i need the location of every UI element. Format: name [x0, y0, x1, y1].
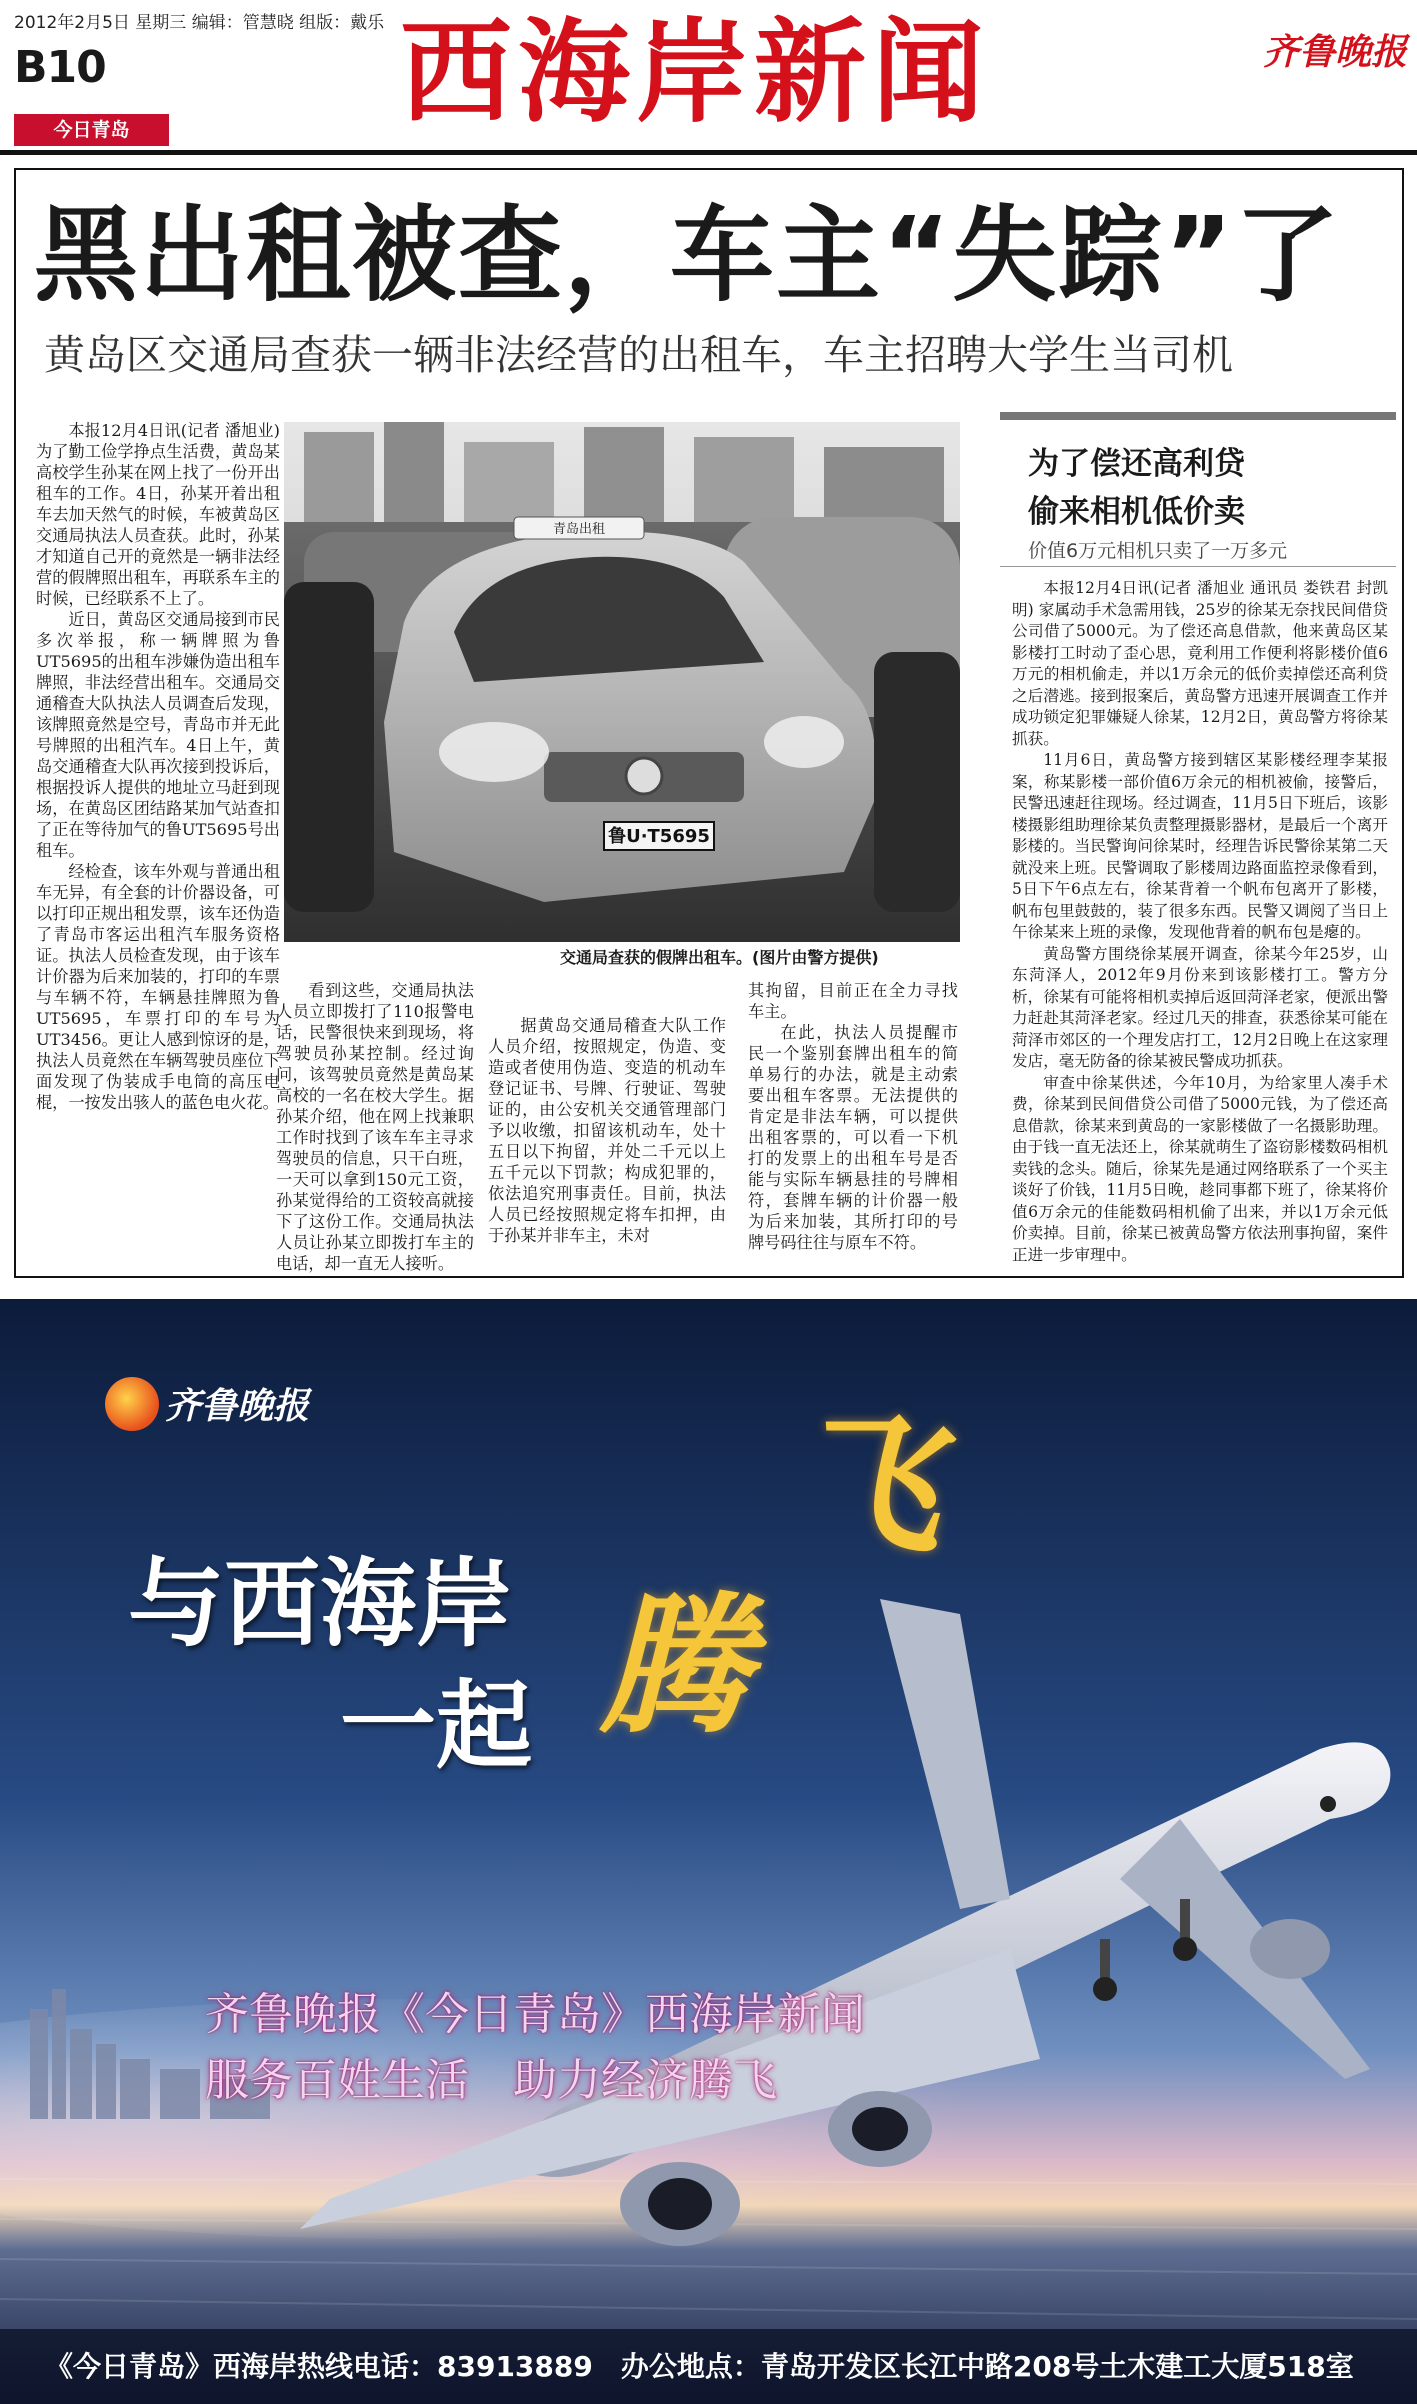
sidebar-deck: 价值6万元相机只卖了一万多元 — [1028, 540, 1288, 562]
ad-logo: 齐鲁晚报 — [165, 1385, 310, 1427]
ad-slogan-line2: 一起 — [340, 1670, 532, 1782]
article-column-2 — [276, 980, 474, 1274]
sidebar-title-line2: 偷来相机低价卖 — [1028, 494, 1245, 530]
headline: 黑出租被查，车主“失踪”了 — [34, 194, 1341, 316]
page-number: B10 — [14, 42, 106, 93]
subhead: 黄岛区交通局查获一辆非法经营的出租车，车主招聘大学生当司机 — [44, 331, 1233, 379]
article-column-1 — [36, 420, 280, 1113]
article-column-3 — [488, 1015, 726, 1246]
issue-meta: 2012年2月5日 星期三 编辑：管慧晓 组版：戴乐 — [14, 13, 385, 33]
ad-tagline-1: 齐鲁晚报《今日青岛》西海岸新闻 — [205, 1989, 865, 2040]
paragraph: 本报12月4日讯(记者 潘旭业) 为了勤工俭学挣点生活费，黄岛某高校学生孙某在网上找了一份开出租车的工作。4日，孙某开着出租车去加天然气的时候，车被黄岛区交通局执法人员查获。此时，孙某才知道自己开的竟然是一辆非法经营的假牌照出租车，再联系车主的时候，已经联系不上了。 — [36, 421, 280, 608]
section-tag: 今日青岛 — [14, 114, 169, 146]
paragraph: 其拘留，目前正在全力寻找车主。 — [748, 981, 958, 1021]
ad-slogan-big-2: 飞 — [790, 1398, 941, 1574]
paragraph: 看到这些，交通局执法人员立即拨打了110报警电话，民警很快来到现场，将驾驶员孙某控制。经过询问，该驾驶员竟然是黄岛某高校的一名在校大学生。据孙某介绍，他在网上找兼职工作时找到了该车车主寻求驾驶员的信息，只干白班，一天可以拿到150元工资，孙某觉得给的工资较高就接下了这份工作。交通局执法人员让孙某立即拨打车主的电话，却一直无人接听。 — [276, 981, 474, 1273]
masthead-title: 西海岸新闻 — [400, 8, 990, 138]
paragraph: 近日，黄岛区交通局接到市民多次举报，称一辆牌照为鲁UT5695的出租车涉嫌伪造出租车牌照，非法经营出租车。交通局交通稽查大队执法人员调查后发现，该牌照竟然是空号，青岛市并无此号牌照的出租汽车。4日上午，黄岛交通稽查大队再次接到投诉后，根据投诉人提供的地址立马赶到现场，在黄岛区团结路某加气站查扣了正在等待加气的鲁UT5695号出租车。 — [36, 610, 280, 860]
sidebar-rule — [1000, 566, 1396, 567]
news-photo — [284, 422, 960, 942]
paragraph: 经检查，该车外观与普通出租车无异，有全套的计价器设备，可以打印正规出租发票，该车还伪造了青岛市客运出租汽车服务资格证。执法人员检查发现，由于该车计价器为后来加装的，打印的车票与车辆不符，车辆悬挂牌照为鲁UT5695，车票打印的车号为UT3456。更让人感到惊讶的是，执法人员竟然在车辆驾驶员座位下面发现了伪装成手电筒的高压电棍，一按发出骇人的蓝色电火花。 — [36, 862, 280, 1112]
roof-sign-text: 青岛出租 — [552, 522, 606, 537]
ad-tagline-2: 服务百姓生活 助力经济腾飞 — [205, 2055, 777, 2106]
sidebar-topbar — [1000, 412, 1396, 420]
paragraph: 本报12月4日讯(记者 潘旭业 通讯员 娄铁君 封凯明) 家属动手术急需用钱，25岁的徐某无奈找民间借贷公司借了5000元。为了偿还高息借款，他来黄岛区某影楼打工时动了歪心思，竟利用工作便利将影楼价值6万元的相机偷走，并以1万余元的低价卖掉偿还高利贷之后潜逃。接到报案后，黄岛警方迅速开展调查工作并成功锁定犯罪嫌疑人徐某，12月2日，黄岛警方将徐某抓获。 — [1012, 579, 1388, 748]
advertisement — [0, 1299, 1417, 2404]
masthead-rule — [0, 150, 1417, 155]
sidebar-title-line1: 为了偿还高利贷 — [1028, 446, 1245, 482]
paragraph: 11月6日，黄岛警方接到辖区某影楼经理李某报案，称某影楼一部价值6万余元的相机被偷，接警后，民警迅速赶往现场。经过调查，11月5日下班后，该影楼摄影组助理徐某负责整理摄影器材，是最后一个离开影楼的。当民警询问徐某时，经理告诉民警徐某第二天就没来上班。民警调取了影楼周边路面监控录像看到，5日下午6点左右，徐某背着一个帆布包离开了影楼，帆布包里鼓鼓的，装了很多东西。民警又调阅了当日上午徐某来上班的录像，发现他背着的帆布包是瘪的。 — [1012, 751, 1388, 941]
photo-caption: 交通局查获的假牌出租车。(图片由警方提供) — [560, 948, 879, 967]
logo-emblem-icon — [105, 1377, 159, 1431]
article-column-4 — [748, 980, 958, 1253]
paragraph: 审查中徐某供述，今年10月，为给家里人凑手术费，徐某到民间借贷公司借了5000元钱，为了偿还高息借款，徐某来到黄岛的一家影楼做了一名摄影助理。由于钱一直无法还上，徐某就萌生了盗窃影楼数码相机卖钱的念头。随后，徐某先是通过网络联系了一个买主谈好了价钱，11月5日晚，趁同事都下班了，徐某将价值6万余元的佳能数码相机偷了出来，并以1万余元低价卖掉。目前，徐某已被黄岛警方依法刑事拘留，案件正进一步审理中。 — [1012, 1073, 1388, 1264]
plate-text: 鲁U·T5695 — [608, 826, 710, 847]
sidebar-body — [1012, 578, 1388, 1266]
paragraph: 据黄岛交通局稽查大队工作人员介绍，按照规定，伪造、变造或者使用伪造、变造的机动车登记证书、号牌、行驶证、驾驶证的，由公安机关交通管理部门予以收缴，扣留该机动车，处十五日以下拘留，并处二千元以上五千元以下罚款；构成犯罪的，依法追究刑事责任。目前，执法人员已经按照规定将车扣押，由于孙某并非车主，未对 — [488, 1016, 726, 1245]
ad-slogan-big-1: 腾 — [600, 1578, 751, 1754]
paragraph: 在此，执法人员提醒市民一个鉴别套牌出租车的简单易行的办法，就是主动索要出租车客票。无法提供的肯定是非法车辆，可以提供出租客票的，可以看一下机打的发票上的出租车号是否能与实际车辆悬挂的号牌相符，套牌车辆的计价器一般为后来加装，其所打印的号牌号码往往与原车不符。 — [748, 1023, 958, 1252]
paragraph: 黄岛警方围绕徐某展开调查，徐某今年25岁，山东菏泽人，2012年9月份来到该影楼打工。警方分析，徐某有可能将相机卖掉后返回菏泽老家，便派出警力赶赴其菏泽老家。经过几天的排查，获悉徐某可能在菏泽市郊区的一个理发店打工，12月2日晚上在这家理发店，毫无防备的徐某被民警成功抓获。 — [1012, 944, 1388, 1070]
ad-footer-contact: 《今日青岛》西海岸热线电话：83913889 办公地点：青岛开发区长江中路208号土木建工大厦518室 — [45, 2350, 1354, 2383]
paper-logo: 齐鲁晚报 — [1263, 31, 1408, 73]
ad-slogan-line1: 与西海岸 — [128, 1548, 512, 1660]
